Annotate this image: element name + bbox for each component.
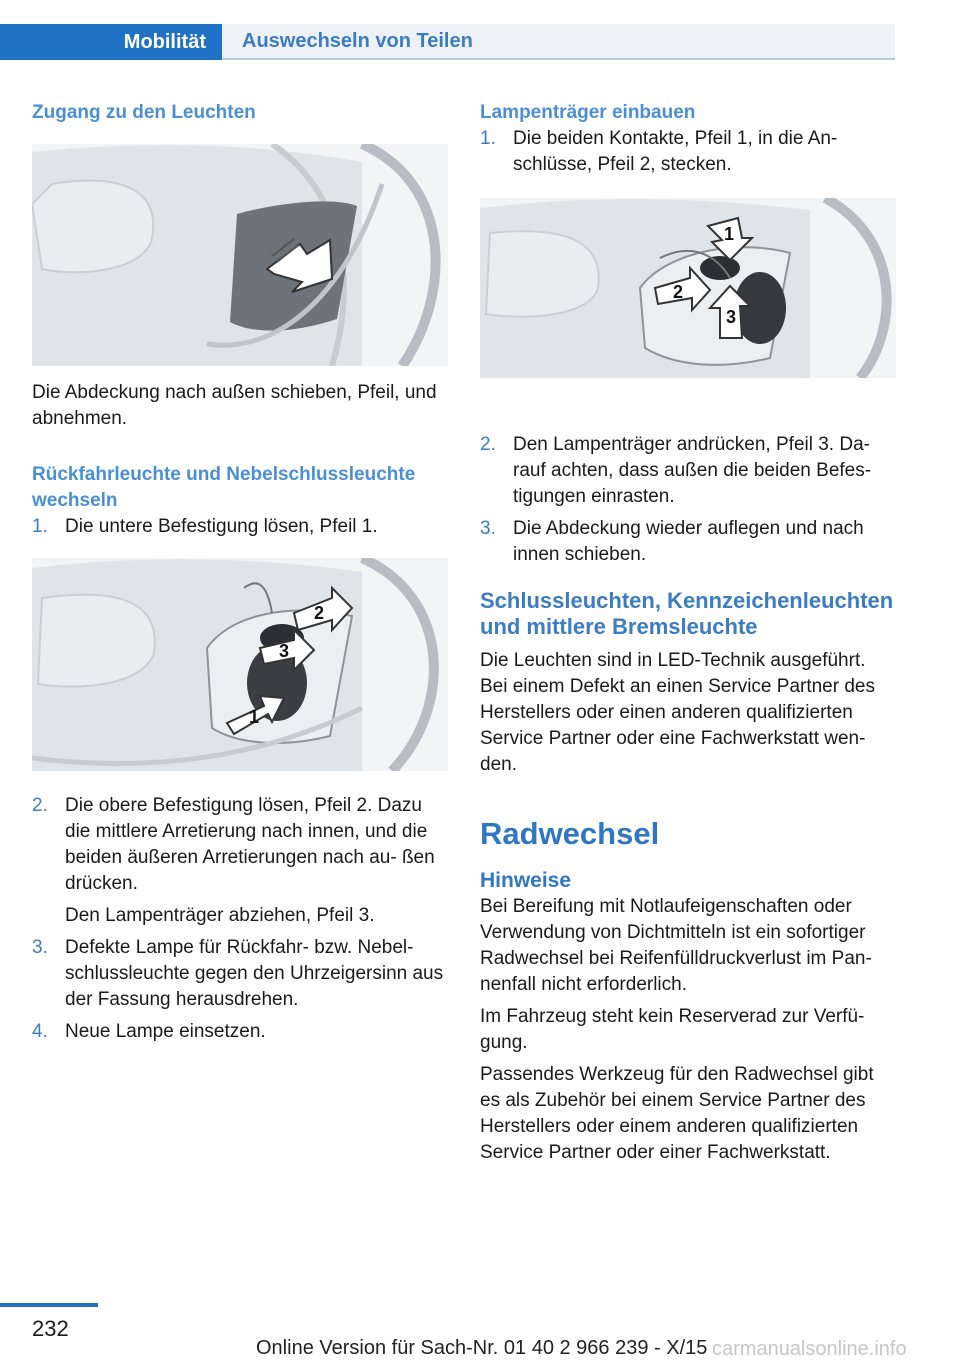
- step-number: 3.: [480, 518, 496, 539]
- paragraph-hinweis-3: Passendes Werkzeug für den Radwechsel gibt es als Zubehör bei einem Service Partner des Herstellers oder einem anderen qualifizierten Service Partner oder einer Fachwerkstatt.: [480, 1064, 874, 1163]
- heading-radwechsel: Radwechsel: [480, 816, 660, 851]
- heading-zugang: Zugang zu den Leuchten: [32, 102, 256, 123]
- fig-label-2: 2: [313, 603, 325, 623]
- step-text: Den Lampenträger andrücken, Pfeil 3. Da‐ rauf achten, dass außen die beiden Befes‐ tigungen einrasten.: [513, 434, 872, 507]
- steps-einbauen-1: [480, 126, 896, 178]
- step-number: 2.: [32, 795, 48, 816]
- step-text: Neue Lampe einsetzen.: [65, 1021, 266, 1042]
- step-number: 2.: [480, 434, 496, 455]
- step-text: Die Abdeckung wieder auflegen und nach innen schieben.: [513, 518, 864, 565]
- step-item: [32, 793, 448, 929]
- steps-rueckfahr-2: [32, 793, 448, 1045]
- figure-install-holder: [480, 198, 896, 378]
- step-number: 1.: [32, 516, 48, 537]
- steps-einbauen-2: [480, 432, 896, 568]
- figure-access-cover: [32, 144, 448, 366]
- tab-section-title[interactable]: Auswechseln von Teilen: [222, 24, 895, 60]
- heading-hinweise: Hinweise: [480, 869, 572, 892]
- watermark: carmanualsonline.info: [712, 1338, 907, 1360]
- fig-label-1: 1: [248, 707, 260, 727]
- step-text: Defekte Lampe für Rückfahr- bzw. Nebel‐ schlussleuchte gegen den Uhrzeigersinn aus der Fassung herausdrehen.: [65, 937, 444, 1010]
- fig-label-3: 3: [725, 307, 737, 327]
- heading-schlussleuchten: Schlussleuchten, Kennzeichenleuchten und mittlere Bremsleuchte: [480, 588, 894, 639]
- step-item: [32, 1019, 448, 1045]
- step-item: [32, 935, 448, 1013]
- step-subtext: Den Lampenträger abziehen, Pfeil 3.: [65, 905, 375, 926]
- footer-version-text: Online Version für Sach-Nr. 01 40 2 966 239 - X/15: [256, 1337, 708, 1359]
- heading-einbauen: Lampenträger einbauen: [480, 102, 696, 123]
- step-number: 1.: [480, 128, 496, 149]
- step-item: [480, 516, 896, 568]
- paragraph-led: Die Leuchten sind in LED-Technik ausgeführt. Bei einem Defekt an einen Service Partner des Herstellers oder einen anderen qualifizierten Service Partner oder eine Fachwerkstatt wen‐ den.: [480, 650, 875, 775]
- step-item: [480, 432, 896, 510]
- right-column: [480, 100, 896, 1166]
- tab-mobilitaet[interactable]: Mobilität: [0, 24, 222, 60]
- footer-accent-line: [0, 1303, 98, 1307]
- step-number: 4.: [32, 1021, 48, 1042]
- fig-label-1: 1: [723, 224, 735, 244]
- steps-rueckfahr-1: [32, 514, 448, 540]
- paragraph-hinweis-1: Bei Bereifung mit Notlaufeigenschaften oder Verwendung von Dichtmitteln ist ein sofortiger Radwechsel bei Reifenfülldruckverlust im Pan‐ nenfall nicht erforderlich.: [480, 896, 872, 995]
- paragraph-hinweis-2: Im Fahrzeug steht kein Reserverad zur Verfü‐ gung.: [480, 1006, 865, 1053]
- fig-label-3: 3: [278, 641, 290, 661]
- step-text: Die untere Befestigung lösen, Pfeil 1.: [65, 516, 378, 537]
- step-item: [32, 514, 448, 540]
- heading-rueckfahr: Rückfahrleuchte und Nebelschlussleuchte wechseln: [32, 464, 416, 511]
- step-number: 3.: [32, 937, 48, 958]
- step-text: Die obere Befestigung lösen, Pfeil 2. Dazu die mittlere Arretierung nach innen, und die beiden äußeren Arretierungen nach au‐ ßen drücken.: [65, 795, 435, 894]
- step-text: Die beiden Kontakte, Pfeil 1, in die An‐ schlüsse, Pfeil 2, stecken.: [513, 128, 838, 175]
- paragraph-cover: Die Abdeckung nach außen schieben, Pfeil, und abnehmen.: [32, 382, 437, 429]
- left-column: [32, 100, 448, 1045]
- fig-label-2: 2: [672, 282, 684, 302]
- header-tabbar: [0, 24, 895, 60]
- figure-lamp-holder: [32, 558, 448, 771]
- step-item: [480, 126, 896, 178]
- page-number: 232: [32, 1316, 69, 1341]
